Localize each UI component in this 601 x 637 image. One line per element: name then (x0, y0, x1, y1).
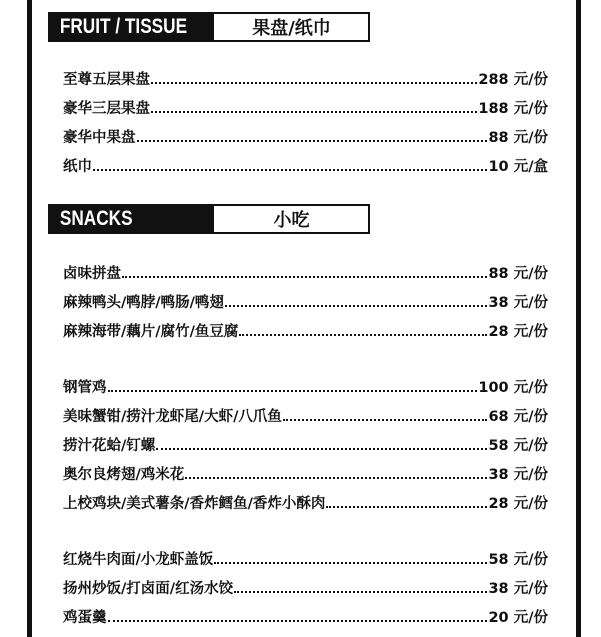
menu-item-price: 28 元/份 (488, 495, 548, 512)
menu-item-price: 68 元/份 (488, 408, 548, 425)
dot-leader (156, 448, 487, 450)
menu-item-price: 58 元/份 (488, 437, 548, 454)
menu-item (63, 601, 548, 625)
section-title-en: FRUIT / TISSUE (50, 14, 214, 40)
menu-border-left (27, 0, 32, 637)
menu-item-name: 鸡蛋羹 (63, 609, 107, 626)
menu-item-name: 纸巾 (63, 158, 92, 175)
dot-leader (93, 169, 487, 171)
menu-item (63, 63, 548, 87)
dot-leader (326, 506, 487, 508)
dot-leader (185, 477, 487, 479)
menu-item-name: 豪华三层果盘 (63, 100, 150, 117)
dot-leader (122, 276, 487, 278)
dot-leader (214, 562, 487, 564)
menu-item-price: 38 元/份 (488, 580, 548, 597)
menu-item (63, 257, 548, 281)
menu-item (63, 92, 548, 116)
section-title-en: SNACKS (50, 206, 214, 232)
menu-item-name: 至尊五层果盘 (63, 71, 150, 88)
menu-item-price: 20 元/份 (488, 609, 548, 626)
menu-item-name: 捞汁花蛤/钉螺 (63, 437, 156, 454)
section-title-cn: 果盘/纸巾 (215, 14, 368, 40)
menu-item-price: 28 元/份 (488, 323, 548, 340)
menu-item-price: 38 元/份 (488, 294, 548, 311)
section-header-snacks (48, 204, 370, 234)
menu-item-name: 麻辣鸭头/鸭脖/鸭肠/鸭翅 (63, 294, 224, 311)
section-title-cn: 小吃 (215, 206, 368, 232)
dot-leader (225, 305, 488, 307)
menu-item-price: 38 元/份 (488, 466, 548, 483)
menu-item-name: 卤味拼盘 (63, 265, 121, 282)
menu-item-name: 麻辣海带/藕片/腐竹/鱼豆腐 (63, 323, 239, 340)
menu-item (63, 543, 548, 567)
menu-item (63, 371, 548, 395)
dot-leader (108, 620, 488, 622)
dot-leader (283, 419, 488, 421)
menu-item (63, 315, 548, 339)
menu-item (63, 487, 548, 511)
menu-item-name: 豪华中果盘 (63, 129, 136, 146)
menu-item-price: 88 元/份 (488, 129, 548, 146)
dot-leader (151, 82, 477, 84)
menu-item-name: 奥尔良烤翅/鸡米花 (63, 466, 185, 483)
menu-item-price: 100 元/份 (478, 379, 548, 396)
menu-item (63, 400, 548, 424)
menu-item-price: 88 元/份 (488, 265, 548, 282)
menu-item-price: 10 元/盒 (488, 158, 548, 175)
menu-item (63, 429, 548, 453)
menu-item-name: 扬州炒饭/打卤面/红汤水饺 (63, 580, 234, 597)
menu-item-price: 58 元/份 (488, 551, 548, 568)
menu-item-price: 288 元/份 (478, 71, 548, 88)
dot-leader (234, 591, 487, 593)
menu-item (63, 150, 548, 174)
dot-leader (137, 140, 488, 142)
menu-item (63, 572, 548, 596)
menu-item-price: 188 元/份 (478, 100, 548, 117)
menu-border-right (576, 0, 581, 637)
menu-item-name: 钢管鸡 (63, 379, 107, 396)
menu-item (63, 458, 548, 482)
section-header-fruit-tissue (48, 12, 370, 42)
dot-leader (151, 111, 477, 113)
dot-leader (108, 390, 478, 392)
dot-leader (239, 334, 487, 336)
menu-item (63, 121, 548, 145)
menu-item-name: 美味蟹钳/捞汁龙虾尾/大虾/八爪鱼 (63, 408, 282, 425)
menu-item-name: 上校鸡块/美式薯条/香炸鳕鱼/香炸小酥肉 (63, 495, 326, 512)
menu-item (63, 286, 548, 310)
menu-item-name: 红烧牛肉面/小龙虾盖饭 (63, 551, 214, 568)
